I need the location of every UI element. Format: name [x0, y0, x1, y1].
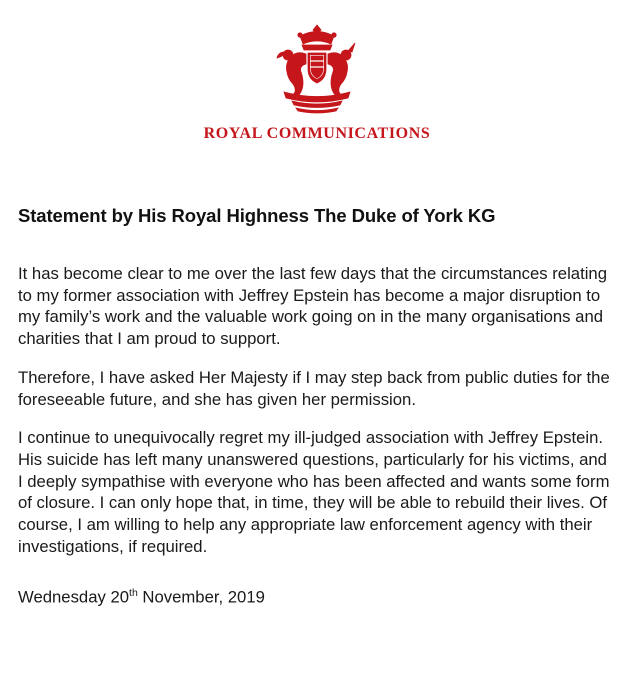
paragraph: Therefore, I have asked Her Majesty if I may step back from public duties for the foreseeable future, and she has given her permission. — [18, 367, 610, 409]
date-ordinal-suffix: th — [129, 587, 138, 600]
paragraph: I continue to unequivocally regret my ill-judged association with Jeffrey Epstein. His suicide has left many unanswered questions, particularly for his victims, and I deeply sympathise with everyone who has been affected and wants some form of closure. I can only hope that, in time, they will be able to rebuild their lives. Of course, I am willing to help any appropriate law enforcement agency with their investigations, if required. — [18, 428, 610, 556]
date-line — [18, 587, 616, 608]
paragraph: It has become clear to me over the last few days that the circumstances relating to my former association with Jeffrey Epstein has become a major disruption to my family’s work and the valuable work going on in the many organisations and charities that I am proud to support. — [18, 264, 607, 349]
date-month-year: November, 2019 — [137, 588, 265, 607]
letterhead — [18, 0, 616, 143]
statement-body — [18, 263, 616, 557]
royal-coat-of-arms-icon — [262, 22, 372, 117]
organisation-name: ROYAL COMMUNICATIONS — [203, 125, 431, 142]
date-day: Wednesday 20 — [18, 588, 130, 607]
page-title: Statement by His Royal Highness The Duke of York KG — [18, 205, 496, 226]
